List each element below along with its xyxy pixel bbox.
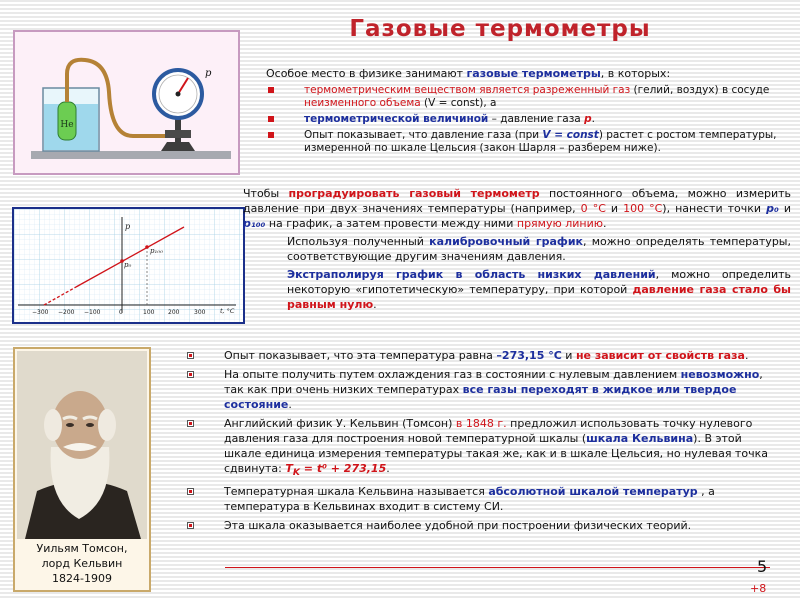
portrait-name-line2: лорд Кельвин — [41, 557, 123, 570]
kelvin-portrait-frame — [13, 347, 151, 592]
extrapolation-paragraph — [243, 267, 791, 312]
bullet-diamond-icon — [187, 420, 194, 427]
fact4-text: , а температура в Кельвинах входит в систему СИ. — [224, 485, 715, 514]
bullet-square-icon — [268, 132, 274, 138]
intro-lead-end: , в которых: — [600, 67, 671, 80]
intro-block — [266, 67, 786, 158]
p2-text: , можно определять температуры, соответствующие другим значениям давления. — [287, 235, 791, 263]
fact1-value: –273,15 °С — [496, 349, 562, 362]
p1-text: ), нанести точки — [662, 202, 767, 215]
p1-t1: 0 °С — [580, 202, 606, 215]
bullet-diamond-icon — [187, 522, 194, 529]
gas-thermometer-apparatus-image — [13, 30, 240, 175]
tick-label: −100 — [84, 309, 101, 316]
calibration-graph-svg — [14, 209, 243, 322]
gauge-fitting — [165, 130, 191, 138]
bullet-diamond-icon — [187, 488, 194, 495]
portrait-years: 1824-1909 — [52, 572, 112, 585]
intro-lead-bold: газовые термометры — [466, 67, 601, 80]
fact2-blue: все газы переходят в жидкое или твердое состояние — [224, 383, 737, 411]
p3-bold: Экстраполируя график в область низких давлений — [287, 268, 656, 281]
p1-text: и — [778, 202, 791, 215]
p3-text: , можно определить некоторую «гипотетическую» температуру, при которой — [287, 268, 792, 296]
fact3-text: . — [386, 462, 390, 475]
p1-text: постоянного объема, можно измерить давление при двух значениях температуры (например, — [243, 187, 791, 215]
p1-text: на график, а затем провести между ними — [265, 217, 517, 230]
kelvin-portrait-image — [17, 351, 147, 539]
p1-p100: p₁₀₀ — [243, 217, 266, 230]
fact-item — [185, 367, 775, 412]
fact-item — [185, 348, 775, 363]
tick-label: 0 — [119, 309, 123, 316]
p1-text: . — [603, 217, 607, 230]
tick-label: 100 — [143, 309, 155, 316]
bullet2-sym: p — [584, 113, 592, 125]
fact1-text: . — [744, 349, 749, 362]
bullet1-post2: (V = const), а — [420, 97, 497, 109]
p3-text: . — [373, 298, 377, 311]
intro-bullet-2 — [266, 113, 786, 126]
portrait-name-line1: Уильям Томсон, — [36, 542, 128, 555]
formula-rest: = t⁰ + 273,15 — [299, 462, 387, 475]
p100-point — [145, 245, 149, 249]
fact4-text: Температурная шкала Кельвина называется — [224, 485, 489, 499]
fact5-text: Эта шкала оказывается наиболее удобной при построении физических теорий. — [224, 519, 692, 533]
fact-item — [185, 416, 775, 480]
fact-item — [185, 518, 775, 533]
p1-line: прямую линию — [516, 217, 604, 230]
p2-bold: калибровочный график — [429, 235, 583, 248]
pressure-label: p — [205, 68, 212, 79]
p3-red: давление газа стало бы равным нулю — [287, 283, 791, 311]
bullet1-post: (гелий, воздух) в сосуде — [630, 84, 770, 96]
intro-lead-text: Особое место в физике занимают — [266, 67, 467, 80]
bullet1-mid2: неизменного объема — [304, 97, 421, 109]
intro-bullets — [266, 84, 786, 155]
fact1-red: не зависит от свойств газа — [575, 349, 745, 362]
bullet2-post: – давление газа — [488, 113, 585, 125]
slide-title: Газовые термометры — [349, 16, 651, 42]
bullet2-pre: термометрической величиной — [304, 113, 489, 125]
bullet-square-icon — [268, 87, 274, 93]
fact-item — [185, 484, 775, 514]
bullet-diamond-icon — [187, 371, 194, 378]
tick-label: 300 — [194, 309, 206, 316]
fact3-text: Английский физик У. Кельвин (Томсон) — [224, 417, 456, 430]
portrait-caption — [15, 541, 149, 586]
fact3-scale: шкала Кельвина — [586, 432, 694, 445]
gauge-base — [161, 142, 195, 151]
p100-label: p₁₀₀ — [150, 247, 163, 255]
intro-bullet-1 — [266, 84, 786, 110]
calibration-graph — [12, 207, 245, 324]
bullet2-end: . — [591, 113, 595, 125]
bullet3-pre: Опыт показывает, что давление газа (при — [304, 129, 543, 141]
calibration-paragraph — [243, 234, 791, 264]
fact3-text: предложил использовать точку нулевого давления газа для построения новой температурной шкалы ( — [224, 417, 753, 445]
tick-label: 200 — [168, 309, 180, 316]
p1-bold: проградуировать газовый термометр — [288, 187, 540, 200]
page-extra-count: +8 — [750, 582, 767, 595]
y-axis-label: p — [125, 222, 131, 231]
bullet3-post: ) растет с ростом температуры, измеренной по шкале Цельсия (закон Шарля – разберем ниже). — [304, 129, 777, 154]
kelvin-facts-list — [185, 348, 775, 537]
p1-text: и — [605, 202, 624, 215]
graduation-paragraph — [243, 186, 791, 231]
fact1-text: и — [561, 349, 576, 362]
intro-lead — [266, 67, 786, 81]
fact2-text: На опыте получить путем охлаждения газ в состоянии с нулевым давлением — [224, 368, 681, 381]
bullet-diamond-icon — [187, 352, 194, 359]
p1-p0: p₀ — [766, 202, 779, 215]
fact1-text: Опыт показывает, что эта температура равна — [224, 349, 497, 362]
bottom-divider — [225, 567, 770, 568]
bullet1-pre: термометрическим веществом — [304, 84, 480, 96]
table-top — [31, 151, 231, 159]
tick-label: −200 — [58, 309, 75, 316]
page-number: 5 — [757, 557, 768, 576]
bullet1-mid: является разреженный газ — [479, 84, 631, 96]
apparatus-drawing — [15, 32, 238, 173]
intro-bullet-3 — [266, 129, 786, 155]
fact4-blue: абсолютной шкалой температур — [488, 485, 698, 499]
graduation-text — [243, 186, 791, 315]
p1-text: Чтобы — [243, 187, 289, 200]
tick-label: −300 — [32, 309, 49, 316]
formula-sub: K — [292, 467, 300, 479]
fact3-text: ). В этой шкале единица измерения температуры такая же, как и в шкале Цельсия, но нулевая точка сдвинута: — [224, 432, 768, 475]
kelvin-formula — [285, 462, 387, 479]
fact2-impossible: невозможно — [680, 368, 760, 381]
p2-text: Используя полученный — [287, 235, 430, 248]
fact2-text: , так как при очень низких температурах — [224, 368, 763, 396]
p1-t2: 100 °С — [623, 202, 663, 215]
x-axis-label: t, °C — [220, 307, 235, 315]
fact3-year: в 1848 г. — [455, 417, 507, 430]
formula-T: T — [285, 462, 293, 475]
bullet3-sym: V = const — [542, 129, 599, 141]
fact2-text: . — [288, 398, 292, 411]
p0-label: p₀ — [124, 261, 132, 269]
bullet-square-icon — [268, 116, 274, 122]
gas-label: He — [60, 120, 74, 130]
